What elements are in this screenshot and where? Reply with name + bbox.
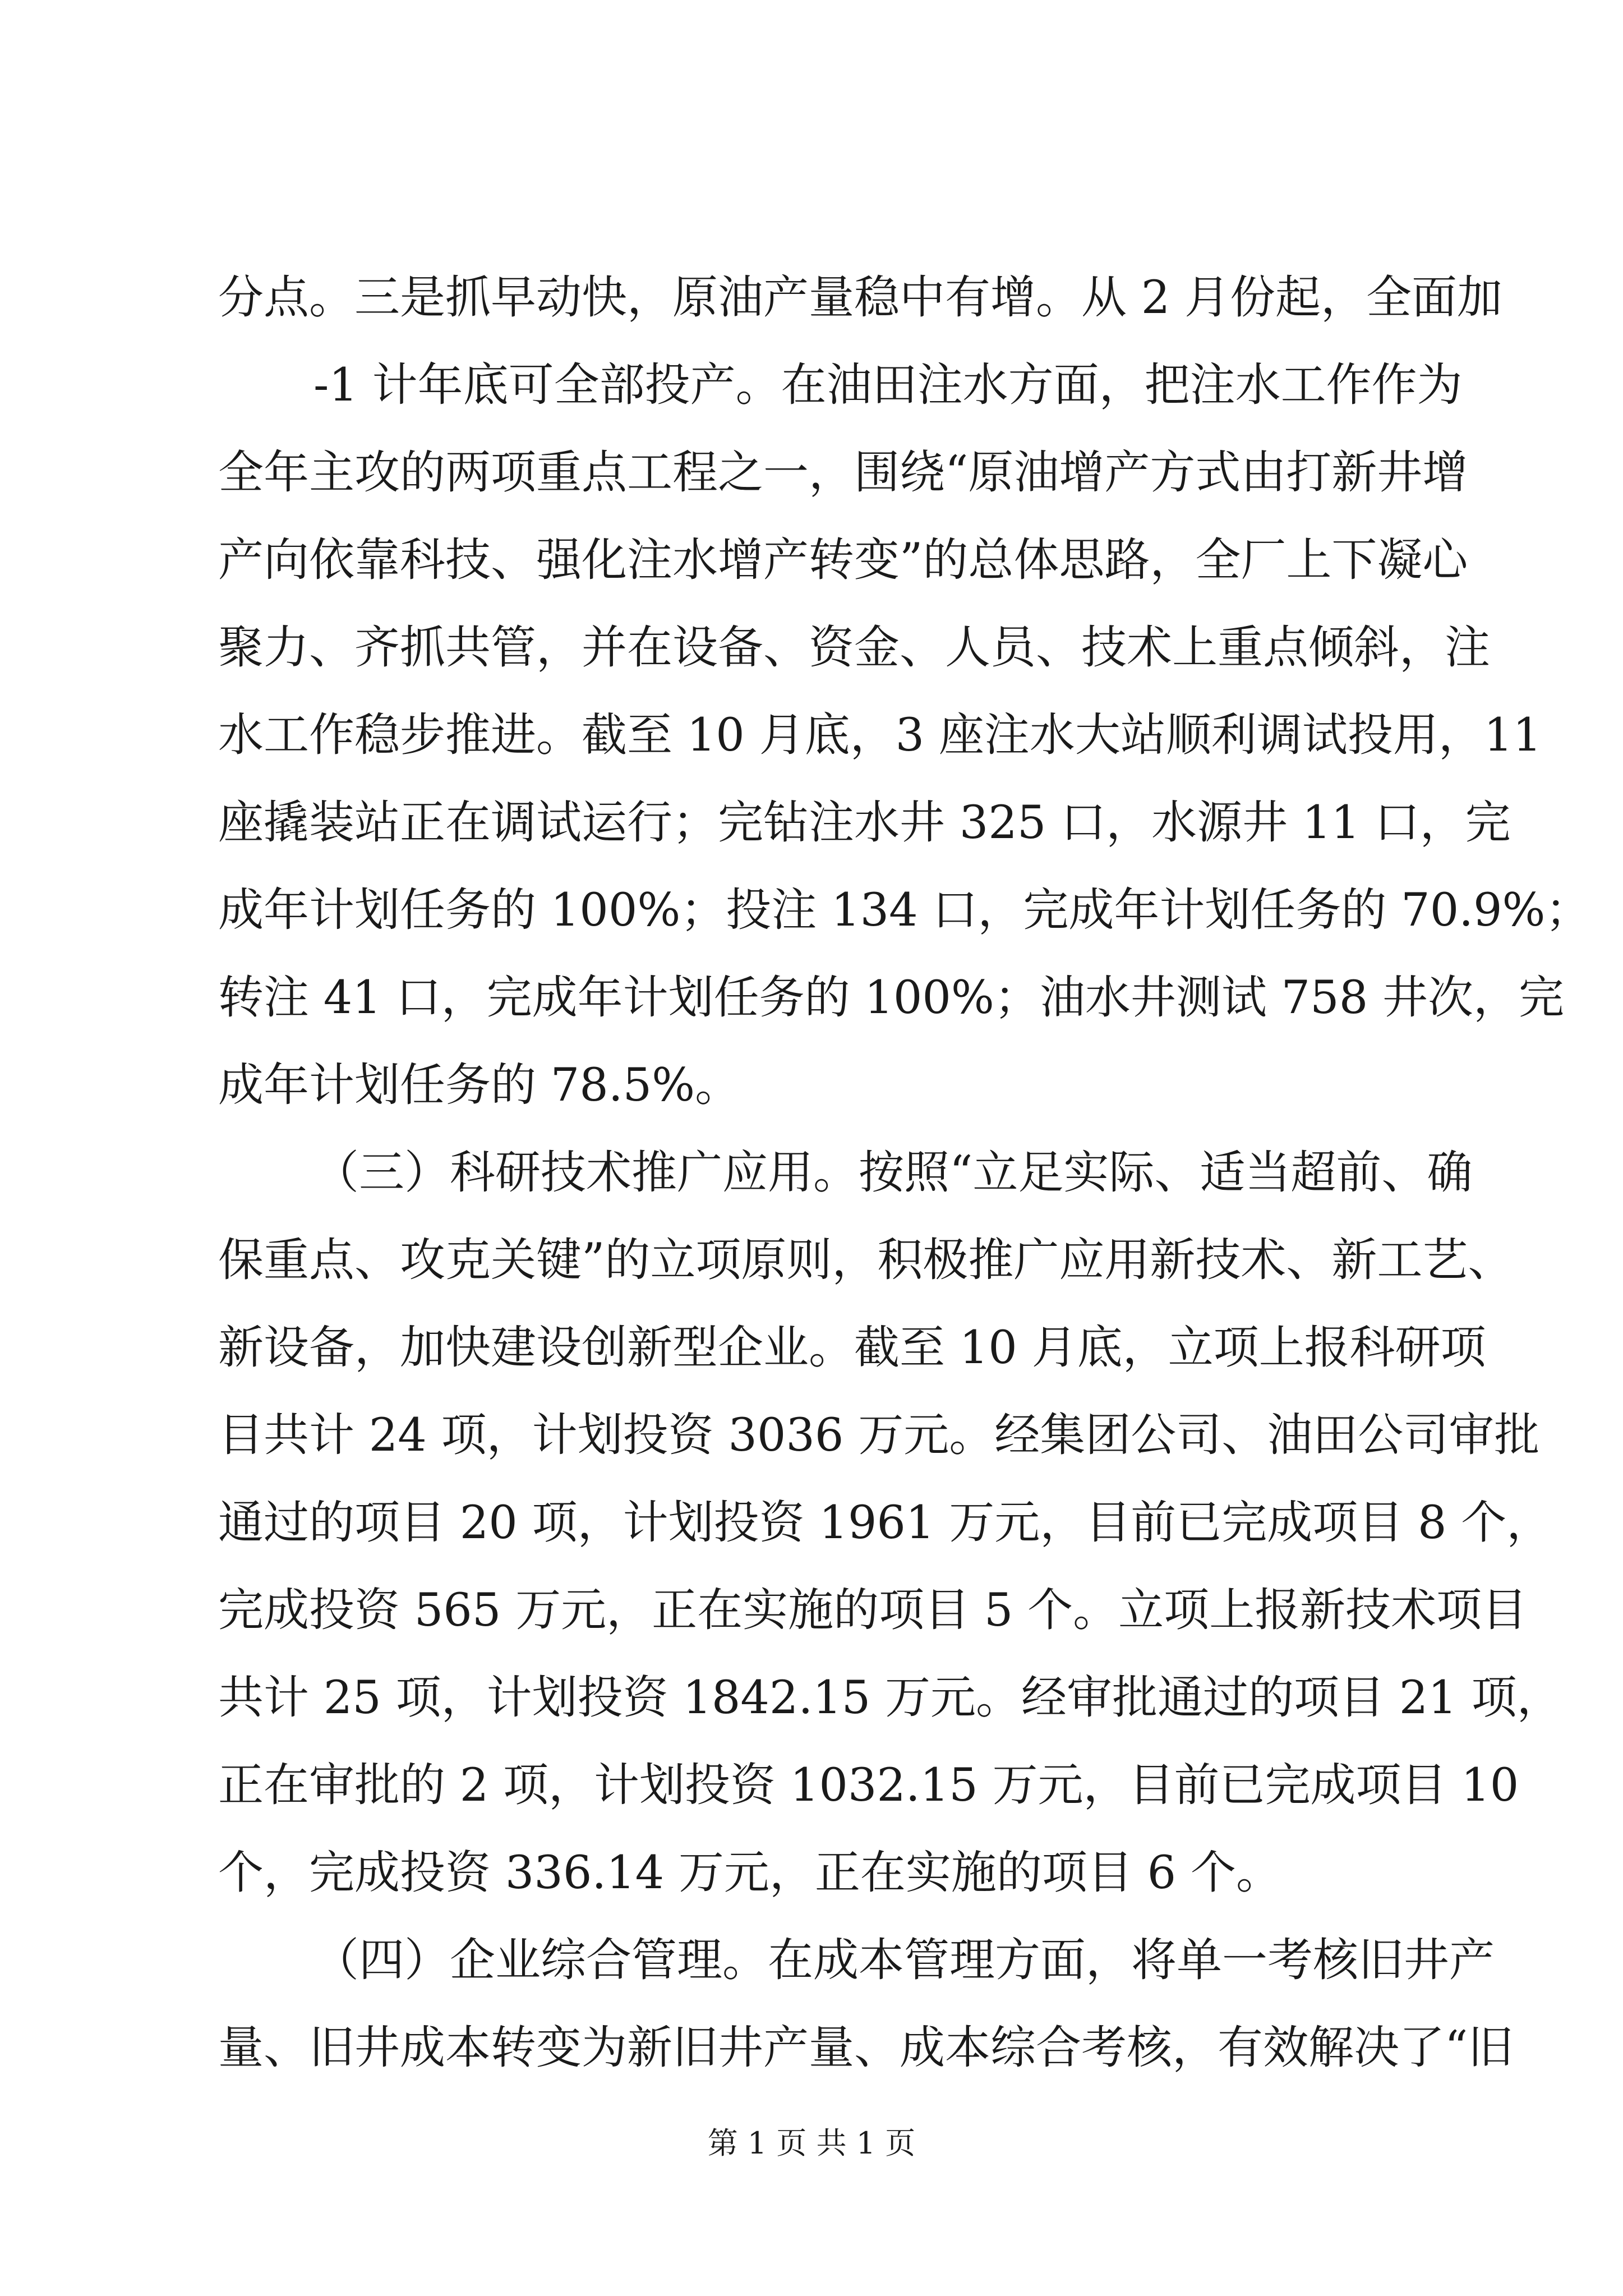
section-heading-line: （四）企业综合管理。在成本管理方面，将单一考核旧井产 [313, 1934, 1495, 1987]
body-text-line: 个，完成投资 336.14 万元，正在实施的项目 6 个。 [218, 1847, 1281, 1899]
body-text-line: 正在审批的 2 项，计划投资 1032.15 万元，目前已完成项目 10 [218, 1759, 1519, 1812]
body-text-line: 水工作稳步推进。截至 10 月底，3 座注水大站顺利调试投用，11 [218, 709, 1542, 762]
body-text-line: 成年计划任务的 78.5%。 [218, 1059, 741, 1112]
body-text-line: 座撬装站正在调试运行；完钻注水井 325 口，水源井 11 口，完 [218, 797, 1511, 849]
body-text-line: 目共计 24 项，计划投资 3036 万元。经集团公司、油田公司审批 [218, 1409, 1540, 1462]
page-number-footer: 第 1 页 共 1 页 [707, 2125, 916, 2161]
body-text-line: 分点。三是抓早动快，原油产量稳中有增。从 2 月份起，全面加 [218, 272, 1503, 324]
body-text-line: -1 计年底可全部投产。在油田注水方面，把注水工作作为 [313, 359, 1463, 412]
body-text-line: 共计 25 项，计划投资 1842.15 万元。经审批通过的项目 21 项， [218, 1672, 1562, 1724]
section-heading-line: （三）科研技术推广应用。按照“立足实际、适当超前、确 [313, 1147, 1473, 1199]
body-text-line: 通过的项目 20 项，计划投资 1961 万元，目前已完成项目 8 个， [218, 1497, 1552, 1549]
body-text-line: 保重点、攻克关键”的立项原则，积极推广应用新技术、新工艺、 [218, 1234, 1514, 1287]
body-text-line: 成年计划任务的 100%；投注 134 口，完成年计划任务的 70.9%； [218, 884, 1591, 937]
body-text-line: 全年主攻的两项重点工程之一，围绕“原油增产方式由打新井增 [218, 447, 1468, 499]
body-text-line: 产向依靠科技、强化注水增产转变”的总体思路，全厂上下凝心 [218, 534, 1468, 587]
body-text-line: 新设备，加快建设创新型企业。截至 10 月底，立项上报科研项 [218, 1322, 1486, 1374]
body-text-line: 量、旧井成本转变为新旧井产量、成本综合考核，有效解决了“旧 [218, 2022, 1514, 2074]
body-text-line: 转注 41 口，完成年计划任务的 100%；油水井测试 758 井次，完 [218, 972, 1564, 1024]
body-text-line: 聚力、齐抓共管，并在设备、资金、人员、技术上重点倾斜，注 [218, 622, 1491, 674]
body-text-line: 完成投资 565 万元，正在实施的项目 5 个。立项上报新技术项目 [218, 1584, 1528, 1637]
